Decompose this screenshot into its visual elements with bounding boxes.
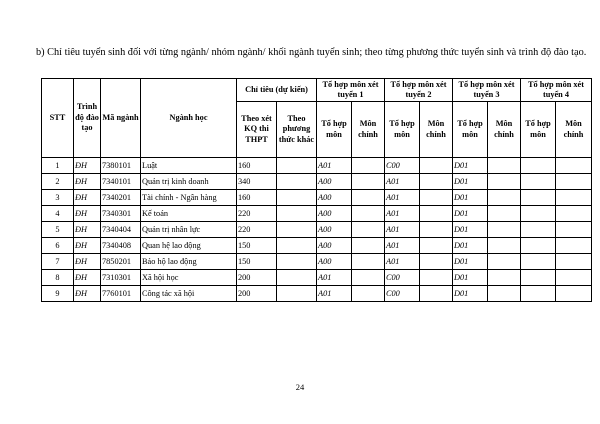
header-combo-sub: Tổ hợp môn [385,102,420,158]
row-combo-3: D01 [453,222,488,238]
row-code: 7340404 [101,222,141,238]
row-main-subject-2 [420,206,453,222]
row-quota-other [277,206,317,222]
row-combo-1: A00 [317,174,352,190]
row-combo-4 [521,238,556,254]
row-combo-1: A00 [317,190,352,206]
row-combo-3: D01 [453,158,488,174]
header-stt: STT [42,79,74,158]
row-main-subject-3 [488,270,521,286]
row-stt: 7 [42,254,74,270]
row-combo-2: A01 [385,222,420,238]
row-main-subject-4 [556,158,592,174]
row-code: 7340101 [101,174,141,190]
row-stt: 1 [42,158,74,174]
row-stt: 2 [42,174,74,190]
table-row [42,254,592,270]
row-main-subject-4 [556,254,592,270]
row-combo-2: C00 [385,158,420,174]
header-combo-2: Tổ hợp môn xét tuyển 2 [385,79,453,102]
row-main-subject-3 [488,158,521,174]
row-major: Luật [141,158,237,174]
row-combo-1: A00 [317,206,352,222]
row-combo-4 [521,222,556,238]
row-quota-thpt: 150 [237,238,277,254]
row-main-subject-1 [352,254,385,270]
row-stt: 5 [42,222,74,238]
row-code: 7380101 [101,158,141,174]
row-quota-thpt: 200 [237,286,277,302]
row-combo-1: A01 [317,270,352,286]
row-quota-other [277,222,317,238]
row-stt: 6 [42,238,74,254]
row-main-subject-3 [488,190,521,206]
row-combo-2: A01 [385,238,420,254]
row-code: 7340201 [101,190,141,206]
row-level: ĐH [74,174,101,190]
row-major: Quản trị kinh doanh [141,174,237,190]
row-combo-3: D01 [453,238,488,254]
row-level: ĐH [74,238,101,254]
header-combo-4: Tổ hợp môn xét tuyển 4 [521,79,592,102]
row-combo-3: D01 [453,254,488,270]
header-quota-other: Theo phương thức khác [277,102,317,158]
row-quota-other [277,238,317,254]
row-level: ĐH [74,286,101,302]
row-main-subject-1 [352,206,385,222]
admission-quota-table [41,78,592,302]
row-main-subject-1 [352,286,385,302]
row-main-subject-4 [556,174,592,190]
header-combo-3: Tổ hợp môn xét tuyển 3 [453,79,521,102]
row-combo-4 [521,206,556,222]
section-heading: b) Chỉ tiêu tuyển sinh đối với từng ngành/ nhóm ngành/ khối ngành tuyển sinh; theo từng phương thức tuyển sinh và trình độ đào tạo. [36,47,587,58]
row-combo-2: A01 [385,254,420,270]
row-quota-other [277,286,317,302]
row-main-subject-1 [352,158,385,174]
row-code: 7760101 [101,286,141,302]
row-main-subject-1 [352,238,385,254]
table-row [42,190,592,206]
row-stt: 9 [42,286,74,302]
header-combo-sub: Tổ hợp môn [521,102,556,158]
header-level: Trình độ đào tạo [74,79,101,158]
row-combo-3: D01 [453,270,488,286]
row-combo-1: A01 [317,286,352,302]
row-combo-2: C00 [385,286,420,302]
table-row [42,174,592,190]
row-level: ĐH [74,190,101,206]
row-main-subject-2 [420,238,453,254]
row-quota-thpt: 220 [237,222,277,238]
row-main-subject-4 [556,238,592,254]
header-quota-thpt: Theo xét KQ thi THPT [237,102,277,158]
row-combo-4 [521,254,556,270]
header-major: Ngành học [141,79,237,158]
table-row [42,158,592,174]
row-combo-3: D01 [453,190,488,206]
row-combo-2: A01 [385,190,420,206]
row-combo-3: D01 [453,206,488,222]
row-quota-other [277,190,317,206]
row-main-subject-3 [488,254,521,270]
header-combo-sub: Tổ hợp môn [453,102,488,158]
table-row [42,286,592,302]
row-combo-4 [521,174,556,190]
header-code: Mã ngành [101,79,141,158]
row-major: Bảo hộ lao động [141,254,237,270]
row-quota-thpt: 160 [237,190,277,206]
row-quota-thpt: 200 [237,270,277,286]
row-code: 7340301 [101,206,141,222]
row-main-subject-4 [556,190,592,206]
row-combo-1: A01 [317,158,352,174]
row-combo-3: D01 [453,286,488,302]
table-row [42,206,592,222]
row-quota-other [277,270,317,286]
row-combo-2: C00 [385,270,420,286]
row-level: ĐH [74,254,101,270]
header-main-subject: Môn chính [352,102,385,158]
row-quota-thpt: 150 [237,254,277,270]
row-main-subject-3 [488,286,521,302]
row-level: ĐH [74,222,101,238]
table-row [42,222,592,238]
row-main-subject-1 [352,270,385,286]
header-combo-1: Tổ hợp môn xét tuyển 1 [317,79,385,102]
row-combo-4 [521,190,556,206]
header-main-subject: Môn chính [488,102,521,158]
row-level: ĐH [74,206,101,222]
row-stt: 3 [42,190,74,206]
row-major: Tài chính - Ngân hàng [141,190,237,206]
row-combo-2: A01 [385,206,420,222]
table-row [42,238,592,254]
table-row [42,270,592,286]
row-quota-thpt: 340 [237,174,277,190]
row-main-subject-2 [420,222,453,238]
row-main-subject-2 [420,174,453,190]
row-main-subject-4 [556,286,592,302]
page-number: 24 [295,382,305,392]
row-level: ĐH [74,158,101,174]
row-main-subject-4 [556,270,592,286]
row-quota-thpt: 220 [237,206,277,222]
header-main-subject: Môn chính [420,102,453,158]
row-quota-other [277,254,317,270]
row-main-subject-4 [556,206,592,222]
row-main-subject-1 [352,190,385,206]
row-stt: 8 [42,270,74,286]
row-stt: 4 [42,206,74,222]
row-code: 7850201 [101,254,141,270]
row-combo-2: A01 [385,174,420,190]
row-main-subject-2 [420,190,453,206]
row-main-subject-3 [488,174,521,190]
row-major: Quản trị nhân lực [141,222,237,238]
row-quota-other [277,158,317,174]
header-quota: Chỉ tiêu (dự kiến) [237,79,317,102]
row-main-subject-1 [352,222,385,238]
row-combo-4 [521,270,556,286]
row-code: 7340408 [101,238,141,254]
row-combo-3: D01 [453,174,488,190]
row-combo-4 [521,286,556,302]
row-major: Quan hệ lao động [141,238,237,254]
row-main-subject-3 [488,222,521,238]
row-main-subject-3 [488,238,521,254]
row-combo-1: A00 [317,222,352,238]
row-major: Xã hội học [141,270,237,286]
row-major: Công tác xã hội [141,286,237,302]
row-combo-1: A00 [317,254,352,270]
row-combo-4 [521,158,556,174]
row-quota-thpt: 160 [237,158,277,174]
row-main-subject-1 [352,174,385,190]
row-main-subject-2 [420,254,453,270]
row-code: 7310301 [101,270,141,286]
header-main-subject: Môn chính [556,102,592,158]
row-main-subject-2 [420,270,453,286]
header-combo-sub: Tổ hợp môn [317,102,352,158]
row-main-subject-2 [420,158,453,174]
row-quota-other [277,174,317,190]
row-combo-1: A00 [317,238,352,254]
row-main-subject-4 [556,222,592,238]
row-main-subject-2 [420,286,453,302]
row-level: ĐH [74,270,101,286]
row-major: Kế toán [141,206,237,222]
row-main-subject-3 [488,206,521,222]
